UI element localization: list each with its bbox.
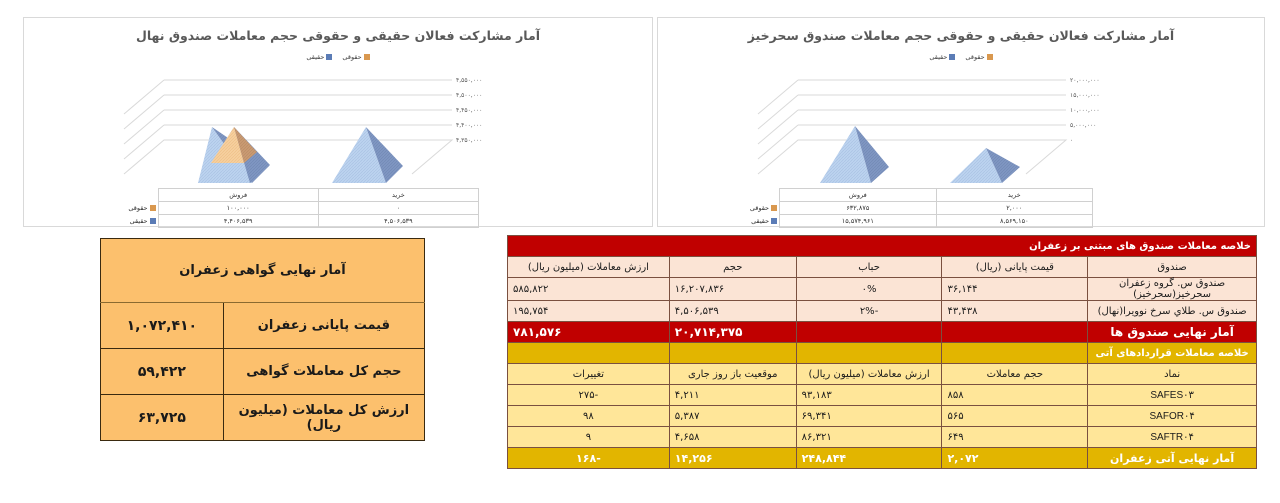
- svg-text:۵,۰۰۰,۰۰۰: ۵,۰۰۰,۰۰۰: [1070, 122, 1097, 129]
- table-row: [101, 303, 425, 349]
- column-header: حباب: [796, 257, 942, 278]
- category-header: فروش: [780, 189, 936, 202]
- column-header: ارزش معاملات (میلیون ریال): [508, 257, 670, 278]
- row-value: ۱,۰۷۲,۴۱۰: [101, 303, 224, 349]
- legend-item-legal: حقوقی: [965, 53, 992, 61]
- data-cell: ۲,۰۰۰: [936, 202, 1092, 215]
- svg-text:۲۰,۰۰۰,۰۰۰: ۲۰,۰۰۰,۰۰۰: [1070, 77, 1100, 84]
- cell: ۹۳,۱۸۳: [796, 385, 942, 406]
- total-volume: ۲,۰۷۲: [942, 448, 1088, 469]
- cell: ۸۶,۳۲۱: [796, 427, 942, 448]
- column-header: قیمت پایانی (ریال): [942, 257, 1088, 278]
- cell: ۶۴۹: [942, 427, 1088, 448]
- header-row: [508, 364, 1257, 385]
- pyramid-buy: [950, 148, 1020, 183]
- chart-title: آمار مشارکت فعالان حقیقی و حقوقی حجم معاملات صندوق سحرخیز: [747, 28, 1175, 43]
- pyramid-sell: [820, 126, 889, 183]
- chart-saharkhiz: [657, 17, 1265, 227]
- fund-name: صندوق س. طلاي سرخ نوويرا(نهال): [1088, 301, 1257, 322]
- cell: ۸۵۸: [942, 385, 1088, 406]
- data-cell: ۸,۵۶۹,۱۵۰: [936, 215, 1092, 228]
- column-header: موقعیت باز روز جاری: [669, 364, 796, 385]
- cell: ۴,۶۵۸: [669, 427, 796, 448]
- legend-item-real: حقیقی: [929, 53, 955, 61]
- table-title: خلاصه معاملات صندوق های مبتنی بر زعفران: [508, 236, 1257, 257]
- total-open-interest: ۱۴,۲۵۶: [669, 448, 796, 469]
- fund-name: صندوق س. گروه زعفران سحرخیز(سحرخیز): [1088, 278, 1257, 301]
- saffron-funds-table: [507, 235, 1257, 469]
- cell: ۶۹,۳۴۱: [796, 406, 942, 427]
- svg-text:۱۰,۰۰۰,۰۰۰: ۱۰,۰۰۰,۰۰۰: [1070, 107, 1100, 114]
- table-row: [508, 301, 1257, 322]
- cell: ۹۸: [508, 406, 670, 427]
- chart-data-table: [743, 188, 1093, 228]
- legend-swatch-orange-icon: [150, 205, 156, 211]
- cell: ۹: [508, 427, 670, 448]
- cell: ۵۶۵: [942, 406, 1088, 427]
- total-row: [508, 448, 1257, 469]
- futures-title: خلاصه معاملات قراردادهای آتی: [1088, 343, 1257, 364]
- chart-title: آمار مشارکت فعالان حقیقی و حقوقی حجم معاملات صندوق نهال: [136, 28, 540, 43]
- symbol: SAFES۰۳: [1088, 385, 1257, 406]
- data-cell: ۱۰۰,۰۰۰: [158, 202, 318, 215]
- total-value: ۲۴۸,۸۴۴: [796, 448, 942, 469]
- symbol: SAFTR۰۴: [1088, 427, 1257, 448]
- total-value: ۷۸۱,۵۷۶: [508, 322, 670, 343]
- row-label: حقیقی: [744, 215, 780, 228]
- table-row: [508, 427, 1257, 448]
- table-row: [508, 278, 1257, 301]
- data-cell: ۴,۴۰۶,۵۳۹: [158, 215, 318, 228]
- svg-text:۴,۴۰۰,۰۰۰: ۴,۴۰۰,۰۰۰: [456, 122, 483, 129]
- data-cell: ۱۵,۵۷۴,۹۶۱: [780, 215, 936, 228]
- total-volume: ۲۰,۷۱۴,۳۷۵: [669, 322, 796, 343]
- table-title: آمار نهایی گواهی زعفران: [101, 239, 425, 303]
- row-value: ۵۹,۴۲۲: [101, 349, 224, 395]
- legend-swatch-orange-icon: [771, 205, 777, 211]
- row-label: حقوقی: [744, 202, 780, 215]
- chart-data-table-full: [109, 188, 479, 228]
- header-row: [508, 257, 1257, 278]
- legend-item-real: حقیقی: [306, 53, 332, 61]
- svg-text:۴,۳۵۰,۰۰۰: ۴,۳۵۰,۰۰۰: [456, 137, 483, 144]
- cell: ۵۸۵,۸۲۲: [508, 278, 670, 301]
- svg-text:۰: ۰: [1070, 137, 1074, 144]
- cell: -۲۷۵: [508, 385, 670, 406]
- row-label: ارزش کل معاملات (میلیون ریال): [223, 395, 424, 441]
- legend-item-legal: حقوقی: [342, 53, 369, 61]
- cell: ۵,۳۸۷: [669, 406, 796, 427]
- saffron-certificate-table: [100, 238, 425, 441]
- total-row: [508, 322, 1257, 343]
- svg-text:۱۵,۰۰۰,۰۰۰: ۱۵,۰۰۰,۰۰۰: [1070, 92, 1100, 99]
- column-header: ارزش معاملات (میلیون ریال): [796, 364, 942, 385]
- pyramid-sell: [198, 127, 270, 183]
- legend-swatch-blue-icon: [771, 218, 777, 224]
- data-cell: ۴,۵۰۶,۵۳۹: [318, 215, 478, 228]
- column-header: حجم معاملات: [942, 364, 1088, 385]
- table-row: [101, 349, 425, 395]
- svg-text:۴,۵۰۰,۰۰۰: ۴,۵۰۰,۰۰۰: [456, 92, 483, 99]
- row-label: حقیقی: [110, 215, 159, 228]
- row-label: حجم کل معاملات گواهی: [223, 349, 424, 395]
- total-change: -۱۶۸: [508, 448, 670, 469]
- column-header: نماد: [1088, 364, 1257, 385]
- cell: -۲%: [796, 301, 942, 322]
- legend-swatch-blue-icon: [150, 218, 156, 224]
- column-header: صندوق: [1088, 257, 1257, 278]
- pyramid-buy: [332, 127, 403, 183]
- row-value: ۶۳,۷۲۵: [101, 395, 224, 441]
- total-label: آمار نهایی آتی زعفران: [1088, 448, 1257, 469]
- row-label: قیمت پایانی زعفران: [223, 303, 424, 349]
- table-row: [508, 385, 1257, 406]
- category-header: خرید: [936, 189, 1092, 202]
- data-cell: ۰: [318, 202, 478, 215]
- category-header: خرید: [318, 189, 478, 202]
- data-cell: ۶۳۲,۸۷۵: [780, 202, 936, 215]
- cell: ۴۳,۴۳۸: [942, 301, 1088, 322]
- svg-text:۴,۵۵۰,۰۰۰: ۴,۵۵۰,۰۰۰: [456, 77, 483, 84]
- category-header: فروش: [158, 189, 318, 202]
- column-header: تغییرات: [508, 364, 670, 385]
- symbol: SAFOR۰۴: [1088, 406, 1257, 427]
- chart-nahal: [23, 17, 653, 227]
- total-label: آمار نهایی صندوق ها: [1088, 322, 1257, 343]
- svg-text:۴,۴۵۰,۰۰۰: ۴,۴۵۰,۰۰۰: [456, 107, 483, 114]
- table-row: [101, 395, 425, 441]
- cell: ۴,۲۱۱: [669, 385, 796, 406]
- cell: ۴,۵۰۶,۵۳۹: [669, 301, 796, 322]
- column-header: حجم: [669, 257, 796, 278]
- cell: ۰%: [796, 278, 942, 301]
- cell: ۱۹۵,۷۵۴: [508, 301, 670, 322]
- cell: ۳۶,۱۴۴: [942, 278, 1088, 301]
- table-row: [508, 406, 1257, 427]
- cell: ۱۶,۲۰۷,۸۳۶: [669, 278, 796, 301]
- row-label: حقوقی: [110, 202, 159, 215]
